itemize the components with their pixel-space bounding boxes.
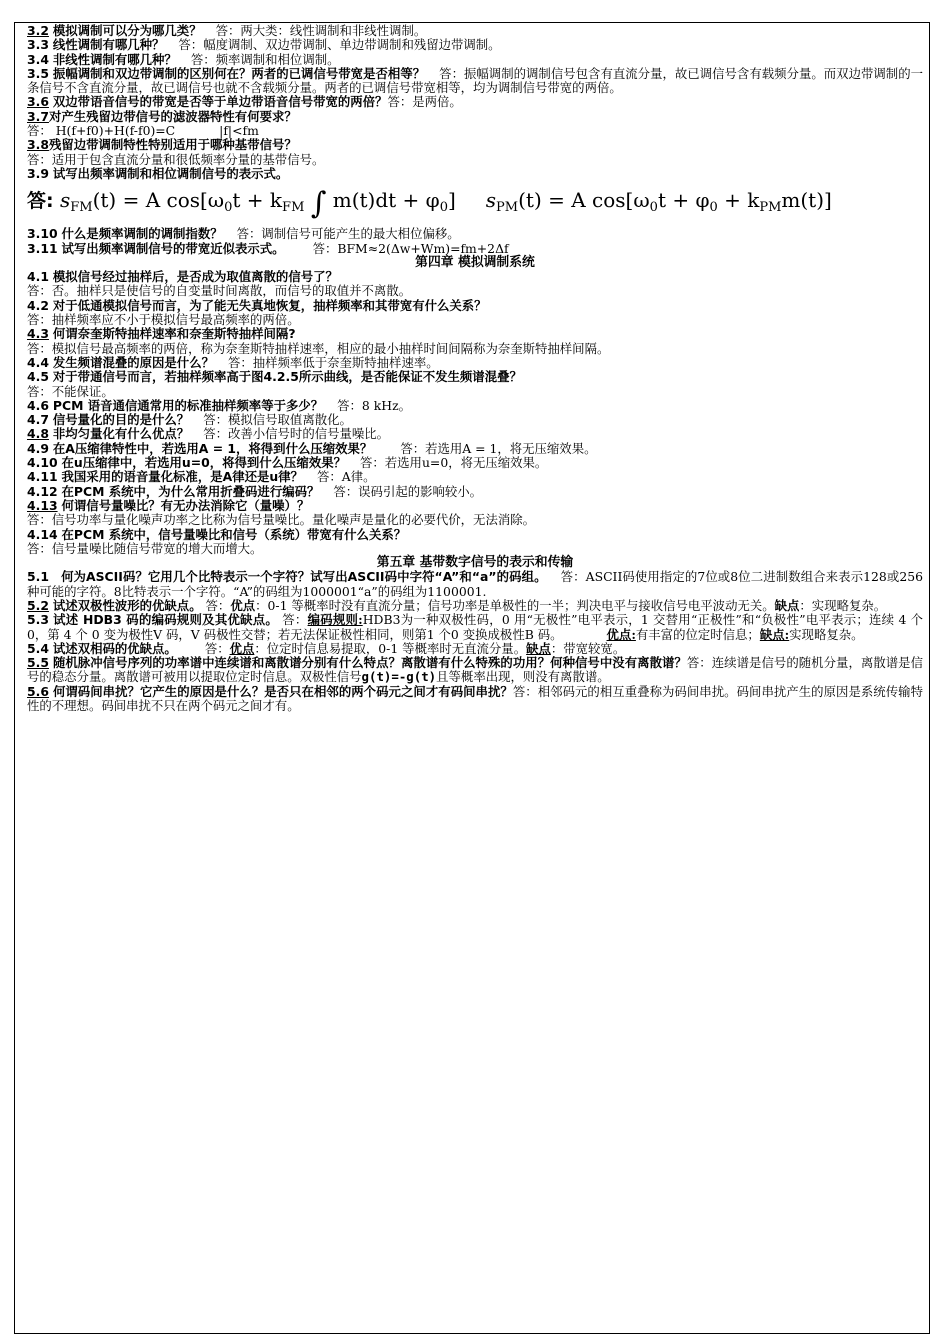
answer-4-2 [27, 313, 923, 327]
qa-3-6 [27, 95, 923, 109]
qa-4-13 [27, 499, 923, 513]
question-text: PCM 语音通信通常用的标准抽样频率等于多少？ [52, 397, 324, 413]
question-number: 4.2 [27, 297, 49, 313]
answer-text: HDB3为一种双极性码，0 用“无极性”电平表示，1 交替用“正极性”和“负极性”电平表示；连续 4 个0，第 4 个 0 变为极性V 码，V 码极性交替；若无法保证极性相同，则第1 个0 变换成极性B 码。 [27, 612, 923, 642]
question-number: 4.8 [27, 426, 49, 442]
question-number: 5.5 [27, 655, 49, 671]
question-text: 在u压缩律中，若选用u=0，将得到什么压缩效果？ [61, 455, 346, 471]
qa-5-2 [27, 599, 923, 613]
question-number: 3.11 [27, 240, 58, 256]
answer-condition: |f|<fm [219, 123, 259, 139]
qa-4-11 [27, 470, 923, 484]
answer-text: 答：幅度调制、双边带调制、单边带调制和残留边带调制。 [178, 37, 501, 53]
answer-4-13 [27, 513, 923, 527]
question-number: 4.1 [27, 269, 49, 285]
question-text: 对于带通信号而言，若抽样频率高于图4.2.5所示曲线，是否能保证不发生频谱混叠？ [52, 369, 522, 385]
question-number: 4.7 [27, 412, 49, 428]
qa-4-6 [27, 399, 923, 413]
question-number: 4.5 [27, 369, 49, 385]
rules-label: 编码规则: [307, 612, 363, 628]
question-text: 什么是频率调制的调制指数？ [61, 226, 223, 242]
question-text: 残留边带调制特性特别适用于哪种基带信号？ [48, 137, 297, 153]
qa-5-1 [27, 570, 923, 599]
answer-text: 答：抽样频率应不小于模拟信号最高频率的两倍。 [27, 312, 300, 328]
qa-4-7 [27, 413, 923, 427]
pm-subscript: PM [759, 200, 782, 216]
question-number: 4.11 [27, 469, 58, 485]
question-text: 非均匀量化有什么优点？ [52, 426, 190, 442]
qa-3-9 [27, 167, 923, 181]
fm-subscript: FM [282, 200, 305, 216]
fm-symbol: s [59, 188, 71, 213]
fm-subscript: FM [70, 200, 93, 216]
question-number: 3.9 [27, 165, 49, 181]
answer-text: 答：调制信号可能产生的最大相位偏移。 [236, 226, 460, 242]
question-text: 模拟调制可以分为哪几类？ [52, 23, 202, 38]
answer-3-8 [27, 153, 923, 167]
chapter-4-title: 第四章 模拟调制系统 [415, 254, 535, 270]
document-body [27, 24, 923, 713]
fm-subscript: 0 [224, 200, 233, 216]
question-number: 5.6 [27, 683, 49, 699]
qa-4-1 [27, 270, 923, 284]
pm-term: + k [717, 188, 760, 213]
qa-3-4 [27, 53, 923, 67]
qa-4-2 [27, 299, 923, 313]
answer-text: 答：模拟信号最高频率的两倍，称为奈奎斯特抽样速率，相应的最小抽样时间间隔称为奈奎斯特抽样间隔。 [27, 340, 610, 356]
pm-subscript: PM [496, 200, 519, 216]
pm-symbol: s [485, 188, 497, 213]
qa-5-5 [27, 656, 923, 685]
question-number: 3.8 [27, 137, 49, 153]
question-text: 试写出频率调制信号的带宽近似表示式。 [61, 240, 285, 256]
question-text: 何为ASCII码？它用几个比特表示一个字符？试写出ASCII码中字符“A”和“a”的码组。 [61, 569, 547, 585]
question-number: 5.2 [27, 597, 49, 613]
question-text: 何谓奈奎斯特抽样速率和奈奎斯特抽样间隔? [52, 326, 296, 342]
answer-text: 答：BFM≈2(Δw+Wm)=fm+2Δf [312, 240, 509, 256]
qa-3-10 [27, 227, 923, 241]
question-number: 3.10 [27, 226, 58, 242]
qa-4-14 [27, 528, 923, 542]
question-text: 在PCM 系统中，为什么常用折叠码进行编码？ [61, 483, 320, 499]
answer-prefix: 答： [205, 597, 231, 613]
answer-text: 答：A律。 [316, 469, 376, 485]
question-number: 4.12 [27, 483, 58, 499]
answer-prefix: 答： [204, 640, 230, 656]
qa-3-8 [27, 138, 923, 152]
qa-4-10 [27, 456, 923, 470]
question-number: 5.4 [27, 640, 49, 656]
advantages-label: 优点 [229, 640, 255, 656]
fm-term: (t) = A cos[ω [92, 188, 225, 213]
question-text: 振幅调制和双边带调制的区别何在？两者的已调信号带宽是否相等？ [52, 65, 426, 81]
pm-term: m(t)] [781, 188, 832, 213]
question-number: 3.2 [27, 23, 49, 38]
qa-4-8 [27, 427, 923, 441]
question-text: 试述 HDB3 码的编码规则及其优缺点。 [53, 612, 279, 628]
question-text: 在A压缩律特性中，若选用A = 1，将得到什么压缩效果？ [52, 440, 373, 456]
answer-text: 答：是两倍。 [387, 94, 462, 110]
question-number: 4.14 [27, 526, 58, 542]
qa-4-4 [27, 356, 923, 370]
qa-4-12 [27, 485, 923, 499]
answer-text: 有丰富的位定时信息； [635, 626, 760, 642]
pm-term: (t) = A cos[ω [518, 188, 650, 213]
answer-4-3 [27, 342, 923, 356]
advantages-label: 优点: [606, 626, 636, 642]
fm-term: t + k [232, 188, 283, 213]
question-text: 试述双极性波形的优缺点。 [52, 597, 202, 613]
pm-subscript: 0 [649, 200, 658, 216]
question-text: 发生频谱混叠的原因是什么？ [52, 354, 214, 370]
answer-text: 答：若选用A = 1，将无压缩效果。 [400, 440, 597, 456]
question-text: 模拟信号经过抽样后，是否成为取值离散的信号了？ [52, 269, 338, 285]
pm-term: t + φ [657, 188, 710, 213]
answer-text: 答：ASCII码使用指定的7位或8位二进制数组合来表示128或256种可能的字符。8比特表示一个字符。“A”的码组为1000001“a”的码组为1100001. [27, 569, 923, 599]
answer-text: 答：改善小信号时的信号量噪比。 [203, 426, 390, 442]
answer-text: 答：信号功率与量化噪声功率之比称为信号量噪比。量化噪声是量化的必要代价，无法消除。 [27, 512, 536, 528]
question-number: 3.7 [27, 108, 49, 124]
advantages-label: 优点 [230, 597, 256, 613]
answer-text: 答：8 kHz。 [337, 397, 411, 413]
answer-text: 答：不能保证。 [27, 383, 114, 399]
answer-text: 答：否。抽样只是使信号的自变量时间离散，而信号的取值并不离散。 [27, 283, 412, 299]
disadvantages-label: 缺点 [526, 640, 551, 656]
answer-text: 答：频率调制和相位调制。 [190, 51, 340, 67]
qa-5-4 [27, 642, 923, 656]
answer-text: 答：相邻码元的相互重叠称为码间串扰。码间串扰产生的原因是系统传输特性的不理想。码间串扰不只在两个码元之间才有。 [27, 683, 923, 714]
question-number: 3.3 [27, 37, 49, 53]
answer-text: 答：误码引起的影响较小。 [333, 483, 483, 499]
answer-formula: g(t)=-g(t) [361, 669, 437, 685]
question-text: 随机脉冲信号序列的功率谱中连续谱和离散谱分别有什么特点？离散谱有什么特殊的功用？何种信号中没有离散谱？ [52, 655, 687, 671]
qa-3-5 [27, 67, 923, 96]
question-text: 试写出频率调制和相位调制信号的表示式。 [52, 165, 289, 181]
answer-prefix: 答: [27, 190, 54, 213]
question-number: 4.4 [27, 354, 49, 370]
question-number: 4.13 [27, 497, 58, 513]
question-text: 对产生残留边带信号的滤波器特性有何要求？ [48, 108, 297, 124]
question-text: 对于低通模拟信号而言，为了能无失真地恢复，抽样频率和其带宽有什么关系？ [52, 297, 487, 313]
question-text: 何谓码间串扰？它产生的原因是什么？是否只在相邻的两个码元之间才有码间串扰？ [52, 683, 513, 699]
answer-text: 答：适用于包含直流分量和很低频率分量的基带信号。 [27, 151, 325, 167]
question-text: 线性调制有哪几种？ [52, 37, 165, 53]
answer-4-5 [27, 385, 923, 399]
answer-text: 且等概率出现，则没有离散谱。 [436, 669, 610, 685]
qa-3-2 [27, 24, 923, 38]
modulation-formula [27, 183, 923, 225]
qa-4-3 [27, 327, 923, 341]
question-text: 非线性调制有哪几种？ [52, 51, 177, 67]
question-number: 4.9 [27, 440, 49, 456]
qa-4-5 [27, 370, 923, 384]
answer-text: 答：抽样频率低于奈奎斯特抽样速率。 [227, 354, 439, 370]
qa-3-3 [27, 38, 923, 52]
question-text: 在PCM 系统中，信号量噪比和信号（系统）带宽有什么关系？ [61, 526, 407, 542]
answer-4-1 [27, 284, 923, 298]
fm-subscript: 0 [439, 200, 448, 216]
disadvantages-label: 缺点 [774, 597, 800, 613]
answer-text: 答：振幅调制的调制信号包含有直流分量，故已调信号含有载频分量。而双边带调制的一条信号不含直流分量，故已调信号也就不含载频分量。两者的已调信号带宽相等，均为调制信号带宽的两倍。 [27, 65, 924, 96]
answer-prefix: 答： [282, 612, 308, 628]
disadvantages-label: 缺点: [759, 626, 790, 642]
question-number: 4.3 [27, 326, 49, 342]
answer-formula: H(f+f0)+H(f-f0)=C [55, 123, 176, 139]
answer-text: ：位定时信息易提取，0-1 等概率时无直流分量。 [254, 640, 527, 656]
question-number: 3.5 [27, 65, 49, 81]
answer-3-7 [27, 124, 923, 138]
question-text: 双边带语音信号的带宽是否等于单边带语音信号带宽的两倍？ [52, 94, 388, 110]
answer-text: ：0-1 等概率时没有直流分量；信号功率是单极性的一半；判决电平与接收信号电平波动无关。 [255, 597, 775, 613]
answer-4-14 [27, 542, 923, 556]
question-text: 我国采用的语音量化标准，是A律还是u律？ [61, 469, 303, 485]
question-number: 3.4 [27, 51, 49, 67]
answer-text: 答：信号量噪比随信号带宽的增大而增大。 [27, 540, 263, 556]
answer-text: 答：连续谱是信号的随机分量，离散谱是信号的稳态分量。离散谱可被用以提取位定时信息。双极性信号 [27, 655, 924, 685]
question-text: 信号量化的目的是什么？ [52, 412, 190, 428]
question-number: 4.6 [27, 397, 49, 413]
answer-text: 答：若选用u=0，将无压缩效果。 [360, 455, 548, 471]
answer-prefix: 答： [27, 123, 52, 139]
qa-3-7 [27, 110, 923, 124]
question-number: 4.10 [27, 455, 58, 471]
question-number: 5.3 [27, 612, 49, 628]
qa-3-11 [27, 242, 923, 256]
answer-text: 答：两大类：线性调制和非线性调制。 [215, 23, 427, 38]
fm-term: m(t)dt + φ [332, 188, 440, 213]
answer-text: 实现略复杂。 [789, 626, 864, 642]
question-number: 5.1 [27, 569, 49, 585]
answer-text: ：带宽较宽。 [550, 640, 626, 656]
integral-sign: ∫ [310, 186, 327, 222]
pm-subscript: 0 [709, 200, 718, 216]
question-text: 何谓信号量噪比？有无办法消除它（量噪）？ [61, 497, 310, 513]
qa-5-3 [27, 613, 923, 642]
answer-text: 答：模拟信号取值离散化。 [203, 412, 352, 428]
question-text: 试述双相码的优缺点。 [52, 640, 177, 656]
answer-text: ：实现略复杂。 [799, 597, 887, 613]
qa-4-9 [27, 442, 923, 456]
question-number: 3.6 [27, 94, 49, 110]
chapter-5-title: 第五章 基带数字信号的表示和传输 [376, 555, 574, 571]
fm-term: ] [447, 188, 456, 213]
qa-5-6 [27, 685, 923, 714]
